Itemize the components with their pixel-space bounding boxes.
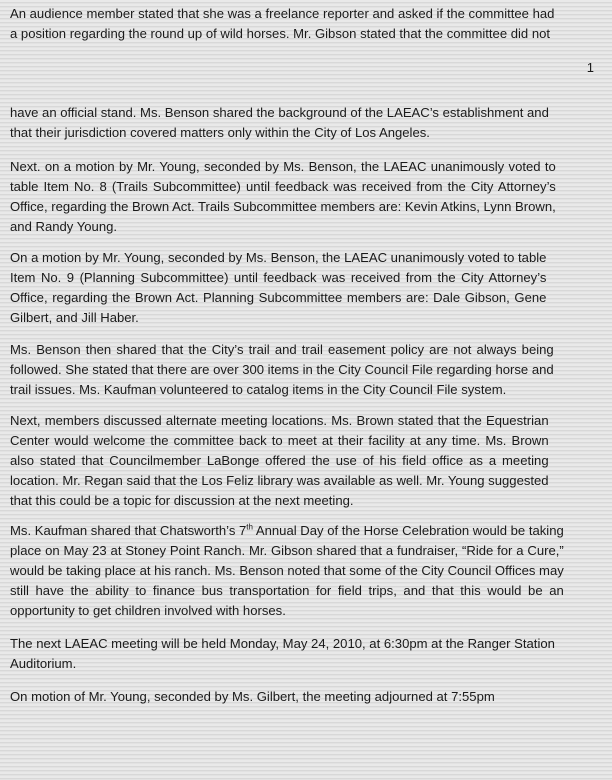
paragraph-meeting-locations	[10, 411, 549, 511]
text-line: have an official stand. Ms. Benson shared the background of the LAEAC’s establishment and	[10, 105, 549, 120]
text-line: followed. She stated that there are over 300 items in the City Council File regarding horse and	[10, 362, 554, 377]
paragraph-adjournment	[10, 687, 495, 707]
text-line: also stated that Councilmember LaBonge offered the use of his field office as a meeting	[10, 453, 549, 468]
paragraph-planning-subcommittee	[10, 248, 546, 328]
text-line: place on May 23 at Stoney Point Ranch. Mr. Gibson shared that a fundraiser, “Ride for a Cure,”	[10, 543, 564, 558]
text-line: table Item No. 8 (Trails Subcommittee) until feedback was received from the City Attorney’s	[10, 179, 556, 194]
text-line: On motion of Mr. Young, seconded by Ms. Gilbert, the meeting adjourned at 7:55pm	[10, 689, 495, 704]
ordinal-suffix: th	[246, 522, 253, 532]
paragraph-trail-policy	[10, 340, 554, 400]
paragraph-day-of-horse	[10, 521, 564, 621]
text-line: Ms. Benson then shared that the City’s trail and trail easement policy are not always being	[10, 342, 554, 357]
text-line: that their jurisdiction covered matters only within the City of Los Angeles.	[10, 125, 430, 140]
text-line: Next. on a motion by Mr. Young, seconded by Ms. Benson, the LAEAC unanimously voted to	[10, 159, 556, 174]
text-line: Item No. 9 (Planning Subcommittee) until feedback was received from the City Attorney’s	[10, 270, 547, 285]
text-line: opportunity to get children involved with horses.	[10, 603, 286, 618]
text-line: On a motion by Mr. Young, seconded by Ms. Benson, the LAEAC unanimously voted to table	[10, 250, 547, 265]
text-segment: Ms. Kaufman shared that Chatsworth’s 7	[10, 523, 247, 538]
text-line: The next LAEAC meeting will be held Monday, May 24, 2010, at 6:30pm at the Ranger Station	[10, 636, 555, 651]
text-line	[10, 521, 564, 541]
text-line: Office, regarding the Brown Act. Trails Subcommittee members are: Kevin Atkins, Lynn Brown,	[10, 199, 556, 214]
text-line: and Randy Young.	[10, 219, 118, 234]
text-line: Auditorium.	[10, 656, 77, 671]
text-line: An audience member stated that she was a freelance reporter and asked if the committee had	[10, 6, 555, 21]
text-line: Office, regarding the Brown Act. Planning Subcommittee members are: Dale Gibson, Gene	[10, 290, 547, 305]
page-number: 1	[586, 60, 594, 75]
text-line: Center would welcome the committee back to meet at their facility at any time. Ms. Brown	[10, 433, 549, 448]
paragraph-official-stand	[10, 103, 549, 143]
text-line: location. Mr. Regan said that the Los Feliz library was available as well. Mr. Young suggested	[10, 473, 549, 488]
text-line: trail issues. Ms. Kaufman volunteered to catalog items in the City Council File system.	[10, 382, 507, 397]
text-line: that this could be a topic for discussion at the next meeting.	[10, 493, 354, 508]
paragraph-audience-member	[10, 4, 554, 44]
text-line: Gilbert, and Jill Haber.	[10, 310, 139, 325]
paragraph-trails-subcommittee	[10, 157, 556, 237]
text-line: Next, members discussed alternate meeting locations. Ms. Brown stated that the Equestrian	[10, 413, 549, 428]
text-line: still have the ability to finance bus transportation for field trips, and that this would be an	[10, 583, 564, 598]
text-segment: Annual Day of the Horse Celebration would be taking	[252, 523, 564, 538]
text-line: would be taking place at his ranch. Ms. Benson noted that some of the City Council Offices may	[10, 563, 564, 578]
paragraph-next-meeting	[10, 634, 555, 674]
text-line: a position regarding the round up of wild horses. Mr. Gibson stated that the committee did not	[10, 26, 551, 41]
